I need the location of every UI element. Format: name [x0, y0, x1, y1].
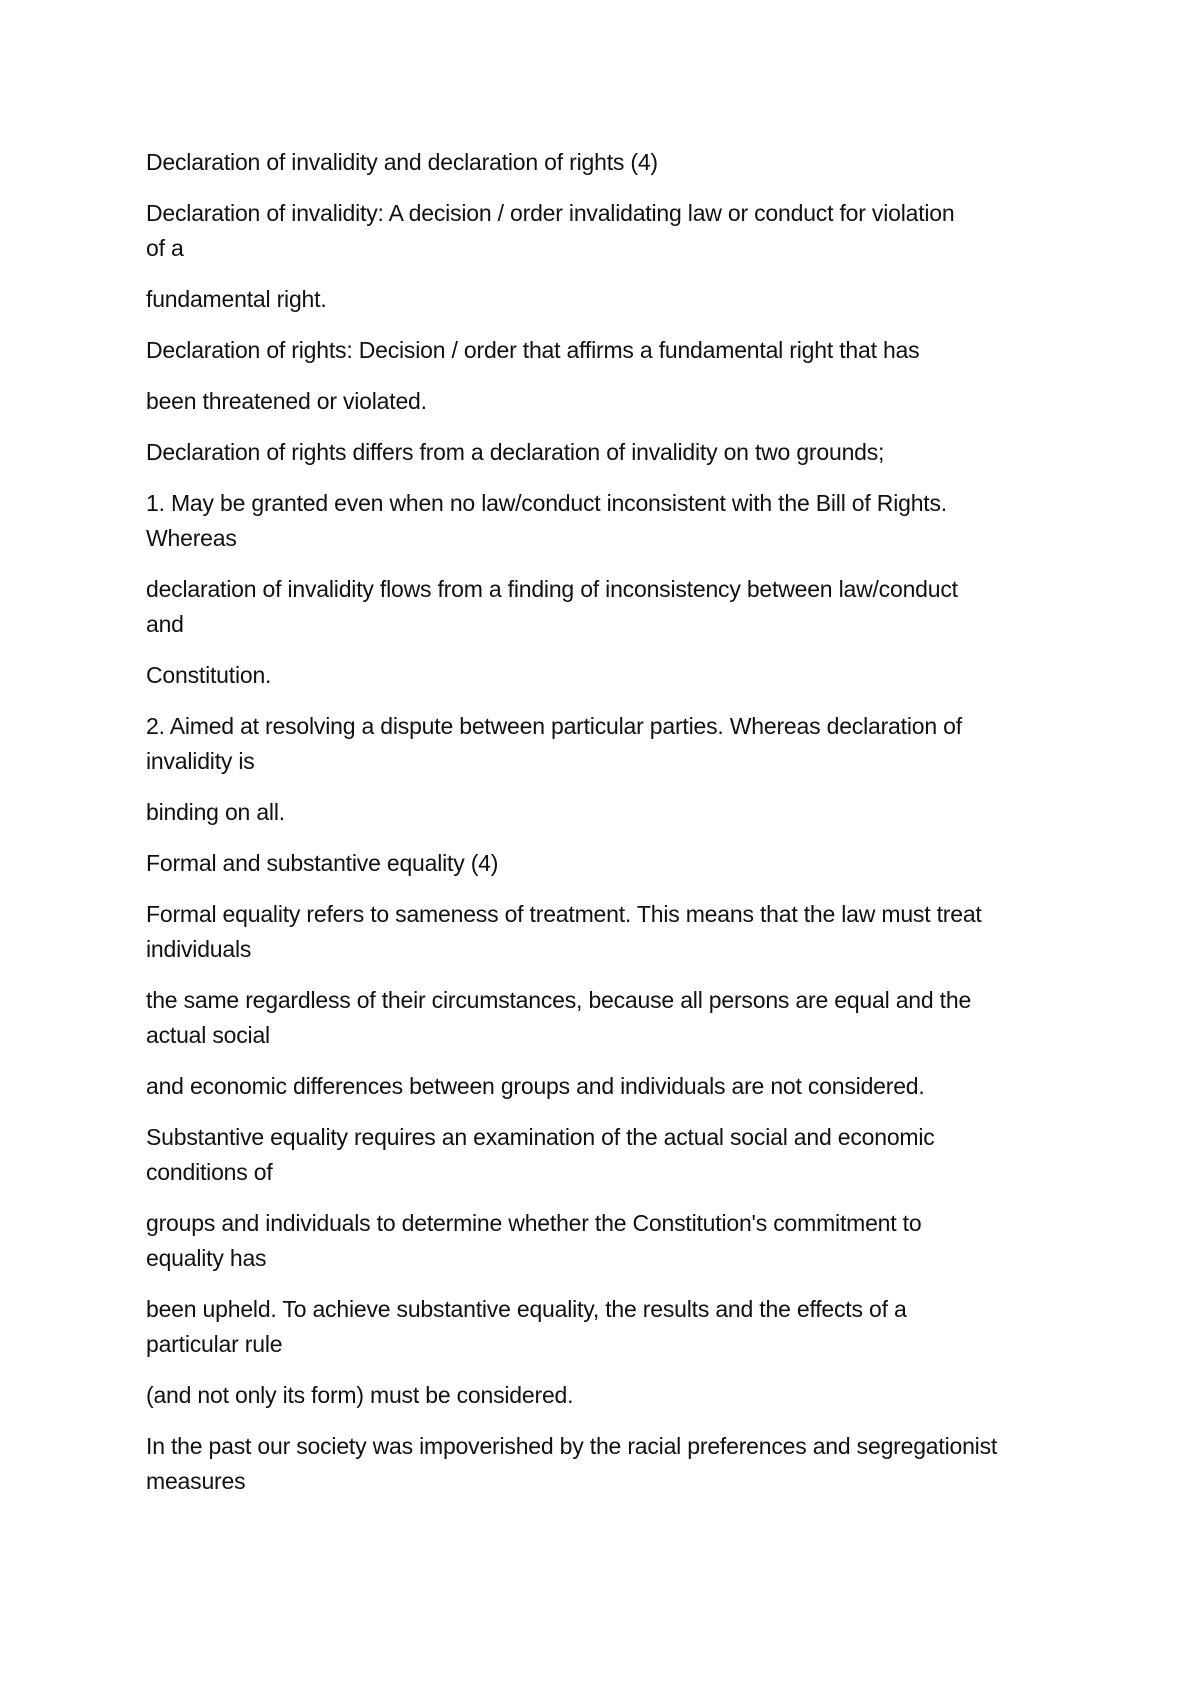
text-line: the same regardless of their circumstances, because all persons are equal and the [146, 987, 972, 1013]
paragraph-p5 [146, 384, 1076, 419]
text-line: Declaration of invalidity and declaration of rights (4) [146, 149, 658, 175]
text-line: In the past our society was impoverished by the racial preferences and segregationist [146, 1433, 998, 1459]
paragraph-p1 [146, 145, 1076, 180]
text-line: Constitution. [146, 662, 272, 688]
paragraph-p12 [146, 846, 1076, 881]
text-line: Whereas [146, 525, 237, 551]
paragraph-p10 [146, 709, 1076, 779]
text-line: Substantive equality requires an examination of the actual social and economic [146, 1124, 935, 1150]
text-line: and economic differences between groups and individuals are not considered. [146, 1073, 925, 1099]
text-line: and [146, 611, 184, 637]
paragraph-p6 [146, 435, 1076, 470]
paragraph-p14 [146, 983, 1076, 1053]
text-line: Declaration of rights: Decision / order that affirms a fundamental right that has [146, 337, 920, 363]
paragraph-p19 [146, 1378, 1076, 1413]
paragraph-p13 [146, 897, 1076, 967]
paragraph-p3 [146, 282, 1076, 317]
paragraph-p11 [146, 795, 1076, 830]
text-line: Declaration of invalidity: A decision / order invalidating law or conduct for violation [146, 200, 955, 226]
paragraph-p4 [146, 333, 1076, 368]
paragraph-p15 [146, 1069, 1076, 1104]
document-body [146, 145, 1076, 1515]
text-line: groups and individuals to determine whether the Constitution's commitment to [146, 1210, 922, 1236]
text-line: declaration of invalidity flows from a finding of inconsistency between law/conduct [146, 576, 958, 602]
paragraph-p2 [146, 196, 1076, 266]
paragraph-p20 [146, 1429, 1076, 1499]
text-line: Formal equality refers to sameness of treatment. This means that the law must treat [146, 901, 982, 927]
paragraph-p8 [146, 572, 1076, 642]
text-line: of a [146, 235, 184, 261]
text-line: 1. May be granted even when no law/conduct inconsistent with the Bill of Rights. [146, 490, 947, 516]
text-line: particular rule [146, 1331, 283, 1357]
text-line: equality has [146, 1245, 267, 1271]
text-line: Formal and substantive equality (4) [146, 850, 499, 876]
paragraph-p7 [146, 486, 1076, 556]
paragraph-p16 [146, 1120, 1076, 1190]
text-line: binding on all. [146, 799, 285, 825]
text-line: actual social [146, 1022, 270, 1048]
text-line: conditions of [146, 1159, 273, 1185]
text-line: measures [146, 1468, 246, 1494]
paragraph-p9 [146, 658, 1076, 693]
text-line: been upheld. To achieve substantive equality, the results and the effects of a [146, 1296, 907, 1322]
text-line: 2. Aimed at resolving a dispute between particular parties. Whereas declaration of [146, 713, 962, 739]
text-line: fundamental right. [146, 286, 327, 312]
text-line: been threatened or violated. [146, 388, 427, 414]
paragraph-p18 [146, 1292, 1076, 1362]
text-line: Declaration of rights differs from a declaration of invalidity on two grounds; [146, 439, 885, 465]
text-line: invalidity is [146, 748, 255, 774]
paragraph-p17 [146, 1206, 1076, 1276]
text-line: (and not only its form) must be considered. [146, 1382, 574, 1408]
text-line: individuals [146, 936, 252, 962]
